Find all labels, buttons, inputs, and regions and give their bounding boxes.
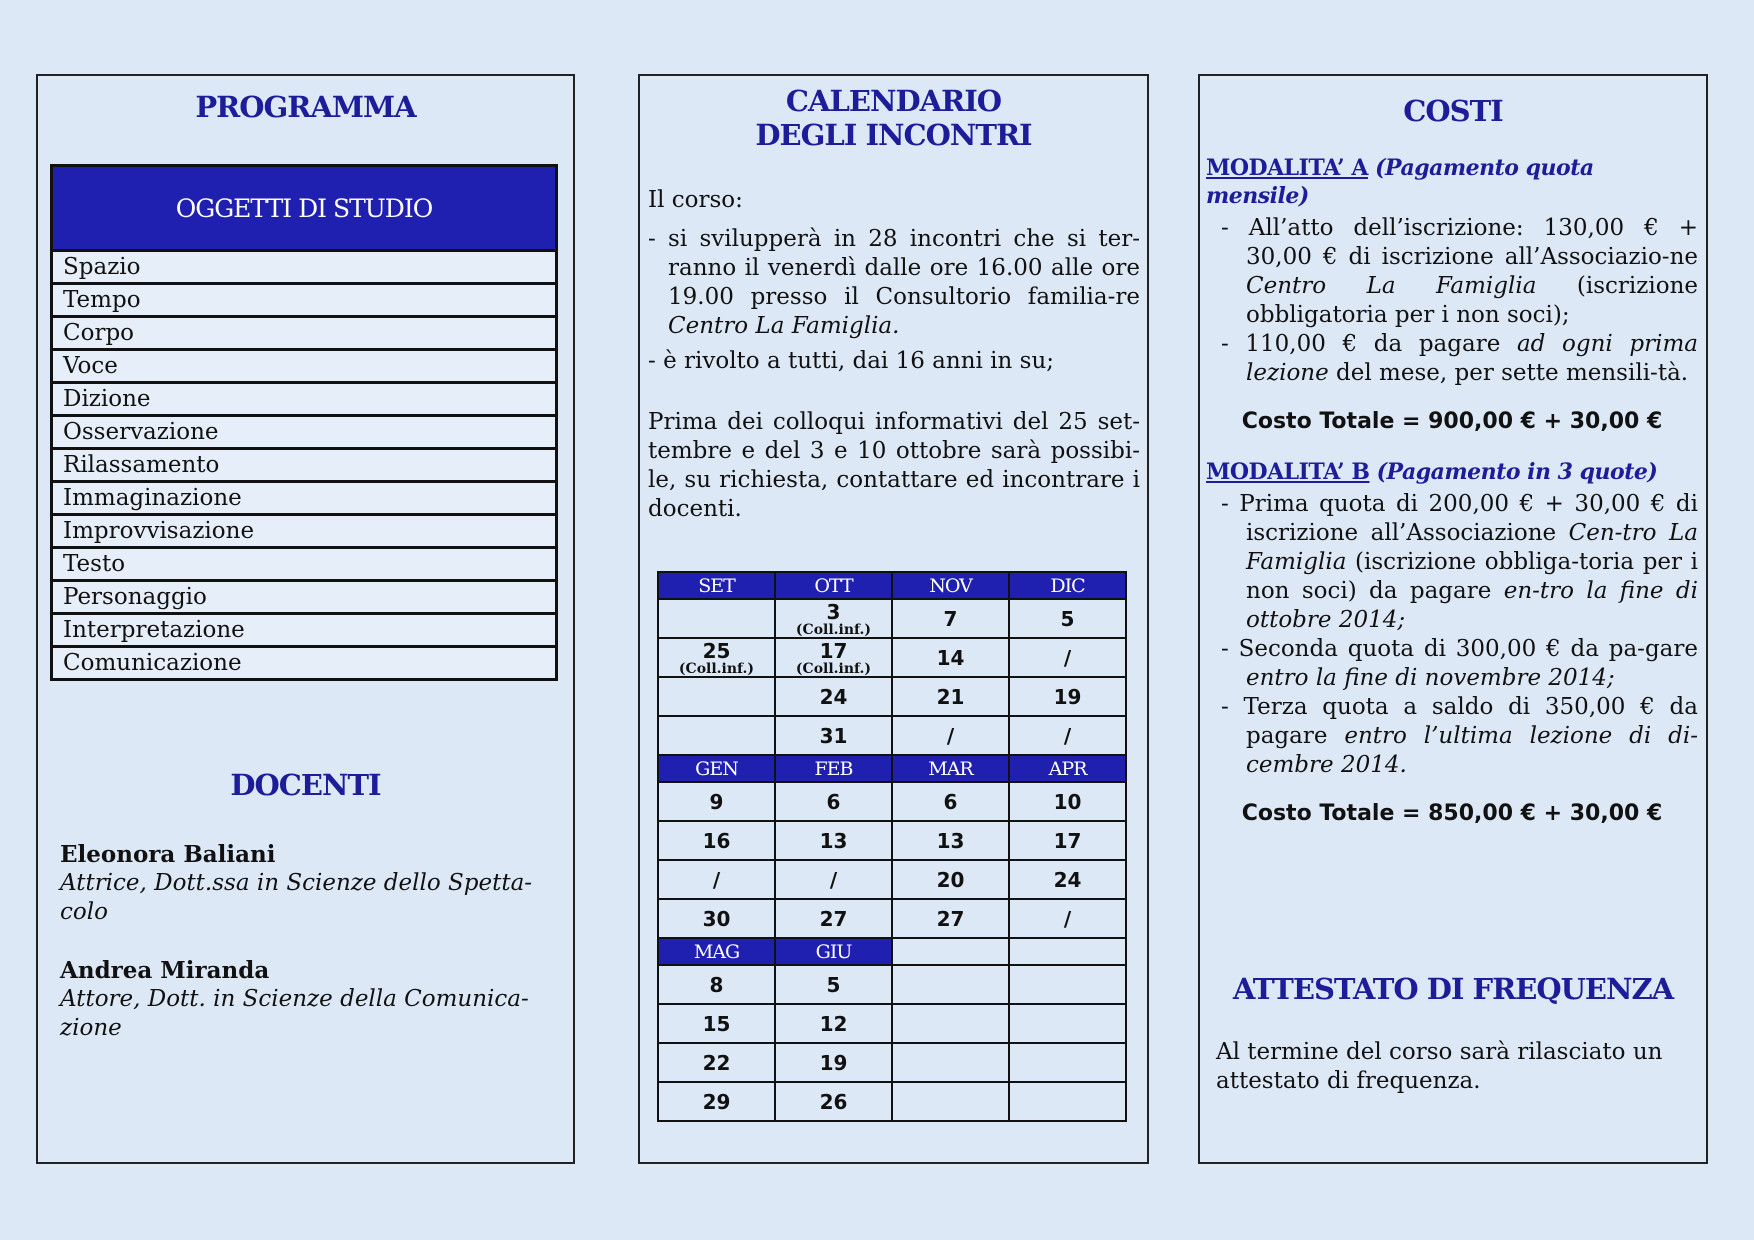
- docenti-title: DOCENTI: [230, 768, 381, 802]
- mod-b-label: MODALITA’ B: [1206, 459, 1370, 485]
- subject-item: Interpretazione: [52, 614, 557, 647]
- month-header: NOV: [892, 572, 1009, 599]
- date-row: [658, 638, 1126, 677]
- cost-item: [1206, 693, 1698, 780]
- date-row: [658, 965, 1126, 1004]
- month-header: DIC: [1009, 572, 1126, 599]
- costi-title: COSTI: [1403, 94, 1503, 128]
- date-cell: [658, 638, 775, 677]
- date-row: [658, 599, 1126, 638]
- subject-item: Osservazione: [52, 416, 557, 449]
- course-paragraph: Prima dei colloqui informativi del 25 set-tembre e del 3 e 10 ottobre sarà possibi-le, su richiesta, contattare ed incontrare i docenti.: [648, 409, 1140, 522]
- cost-text: - Seconda quota di 300,00 € da pa-gare: [1221, 636, 1698, 662]
- date-cell: 16: [658, 821, 775, 860]
- month-header-row: [658, 755, 1126, 782]
- date-cell: 31: [775, 716, 892, 755]
- date-row: [658, 677, 1126, 716]
- date-cell: 24: [775, 677, 892, 716]
- date-cell: 13: [775, 821, 892, 860]
- attestato-title: ATTESTATO DI FREQUENZA: [1232, 972, 1674, 1006]
- subject-item: Testo: [52, 548, 557, 581]
- month-header: APR: [1009, 755, 1126, 782]
- cost-text: del mese, per sette mensili-tà.: [1328, 360, 1689, 386]
- programma-title: PROGRAMMA: [195, 90, 416, 124]
- empty-cell: [892, 1004, 1009, 1043]
- cost-text: (iscrizione obbligatoria per i non soci);: [1246, 273, 1699, 328]
- subject-item: Corpo: [52, 317, 557, 350]
- date-cell: /: [1009, 716, 1126, 755]
- date-cell: 24: [1009, 860, 1126, 899]
- center-name: Centro La Famiglia.: [668, 313, 900, 339]
- cost-italic: ad ogni prima lezione: [1246, 331, 1698, 386]
- date-cell: 20: [892, 860, 1009, 899]
- subject-item: Comunicazione: [52, 647, 557, 680]
- subject-item: Tempo: [52, 284, 557, 317]
- cost-italic: entro la fine di novembre 2014;: [1246, 665, 1615, 691]
- empty-cell: [892, 965, 1009, 1004]
- date-cell: 8: [658, 965, 775, 1004]
- cost-italic: entro l’ultima lezione di di-cembre 2014.: [1246, 723, 1698, 778]
- empty-cell: [1009, 1043, 1126, 1082]
- empty-cell: [892, 1043, 1009, 1082]
- date-cell: /: [1009, 638, 1126, 677]
- calendario-title: CALENDARIO DEGLI INCONTRI: [755, 84, 1032, 152]
- date-cell: 12: [775, 1004, 892, 1043]
- date-cell: 17: [1009, 821, 1126, 860]
- month-header: GEN: [658, 755, 775, 782]
- cost-item: [1206, 635, 1698, 693]
- empty-cell: [1009, 1082, 1126, 1121]
- mod-b-list: [1206, 490, 1698, 780]
- subjects-table: [50, 164, 558, 681]
- teacher-entry: [60, 840, 555, 927]
- date-note: (Coll.inf.): [795, 660, 872, 677]
- teacher-name: Andrea Miranda: [60, 957, 270, 984]
- date-cell: [658, 599, 775, 638]
- month-header-row: [658, 572, 1126, 599]
- date-cell: 6: [775, 782, 892, 821]
- cost-italic: Centro La Famiglia: [1246, 273, 1537, 299]
- subjects-table-header: OGGETTI DI STUDIO: [52, 166, 557, 251]
- date-row: [658, 1004, 1126, 1043]
- date-row: [658, 860, 1126, 899]
- empty-cell: [892, 938, 1009, 965]
- month-header: MAR: [892, 755, 1009, 782]
- cost-italic: en-tro la fine di ottobre 2014;: [1246, 578, 1698, 633]
- date-value: 3: [826, 599, 841, 624]
- subject-item: Voce: [52, 350, 557, 383]
- date-cell: /: [775, 860, 892, 899]
- date-cell: 9: [658, 782, 775, 821]
- cost-text: - All’atto dell’iscrizione: 130,00 € + 30,00 € di iscrizione all’Associazio-ne: [1221, 215, 1698, 270]
- month-header: SET: [658, 572, 775, 599]
- course-intro: Il corso:: [648, 187, 743, 213]
- month-header: GIU: [775, 938, 892, 965]
- date-cell: [658, 677, 775, 716]
- month-header-row: [658, 938, 1126, 965]
- subject-item: Improvvisazione: [52, 515, 557, 548]
- date-row: [658, 1043, 1126, 1082]
- date-cell: /: [892, 716, 1009, 755]
- date-value: 25: [702, 638, 731, 663]
- empty-cell: [1009, 1004, 1126, 1043]
- course-item: - è rivolto a tutti, dai 16 anni in su;: [648, 348, 1055, 374]
- date-cell: /: [1009, 899, 1126, 938]
- date-cell: 6: [892, 782, 1009, 821]
- mod-a-title: [1206, 154, 1698, 210]
- date-cell: /: [658, 860, 775, 899]
- total-b: Costo Totale = 850,00 € + 30,00 €: [1241, 801, 1663, 826]
- total-a: Costo Totale = 900,00 € + 30,00 €: [1241, 409, 1663, 434]
- date-cell: 13: [892, 821, 1009, 860]
- date-cell: 15: [658, 1004, 775, 1043]
- empty-cell: [1009, 965, 1126, 1004]
- date-row: [658, 899, 1126, 938]
- empty-cell: [1009, 938, 1126, 965]
- mod-a-list: [1206, 214, 1698, 388]
- course-description: [648, 186, 1140, 524]
- month-header: FEB: [775, 755, 892, 782]
- subject-item: Dizione: [52, 383, 557, 416]
- attestato-text: Al termine del corso sarà rilasciato un attestato di frequenza.: [1216, 1039, 1663, 1094]
- date-cell: 5: [1009, 599, 1126, 638]
- cost-italic: Cen-tro La Famiglia: [1246, 520, 1698, 575]
- programma-panel: [36, 74, 575, 1164]
- cost-text: - Terza quota a saldo di 350,00 € da pagare: [1221, 694, 1698, 749]
- mod-b-desc: (Pagamento in 3 quote): [1376, 459, 1658, 485]
- date-row: [658, 821, 1126, 860]
- date-cell: 21: [892, 677, 1009, 716]
- date-value: 17: [819, 638, 848, 663]
- date-row: [658, 1082, 1126, 1121]
- subject-item: Personaggio: [52, 581, 557, 614]
- date-row: [658, 782, 1126, 821]
- date-note: (Coll.inf.): [678, 660, 755, 677]
- costi-panel: [1198, 74, 1708, 1164]
- cost-text: - 110,00 € da pagare: [1221, 331, 1517, 357]
- subject-item: Immaginazione: [52, 482, 557, 515]
- teacher-name: Eleonora Baliani: [60, 841, 276, 868]
- teacher-role: Attrice, Dott.ssa in Scienze dello Spetta-colo: [60, 870, 533, 925]
- cost-text: - Prima quota di 200,00 € + 30,00 € di iscrizione all’Associazione: [1221, 491, 1698, 546]
- teacher-role: Attore, Dott. in Scienze della Comunica-zione: [60, 986, 529, 1041]
- month-header: MAG: [658, 938, 775, 965]
- subject-item: Spazio: [52, 251, 557, 284]
- date-note: (Coll.inf.): [795, 621, 872, 638]
- date-cell: 26: [775, 1082, 892, 1121]
- empty-cell: [892, 1082, 1009, 1121]
- date-cell: 27: [775, 899, 892, 938]
- month-header: OTT: [775, 572, 892, 599]
- subject-item: Rilassamento: [52, 449, 557, 482]
- cost-item: [1206, 490, 1698, 635]
- teacher-entry: [60, 956, 555, 1043]
- costs-section: [1206, 154, 1698, 850]
- date-cell: [775, 638, 892, 677]
- date-cell: 19: [775, 1043, 892, 1082]
- date-cell: [658, 716, 775, 755]
- calendario-panel: [638, 74, 1149, 1164]
- date-cell: 19: [1009, 677, 1126, 716]
- date-cell: 5: [775, 965, 892, 1004]
- calendar-table: [657, 571, 1127, 1122]
- date-row: [658, 716, 1126, 755]
- date-cell: 29: [658, 1082, 775, 1121]
- date-cell: 7: [892, 599, 1009, 638]
- cost-item: [1206, 214, 1698, 330]
- date-cell: 10: [1009, 782, 1126, 821]
- cost-text: (iscrizione obbliga-toria per i non soci) da pagare: [1246, 549, 1698, 604]
- date-cell: 27: [892, 899, 1009, 938]
- date-cell: 22: [658, 1043, 775, 1082]
- course-item-text: - si svilupperà in 28 incontri che si ter-ranno il venerdì dalle ore 16.00 alle ore 19.00 presso il Consultorio familia-re: [648, 226, 1140, 310]
- course-item: [648, 225, 1140, 341]
- date-cell: [775, 599, 892, 638]
- cost-item: [1206, 330, 1698, 388]
- date-cell: 14: [892, 638, 1009, 677]
- mod-a-desc: (Pagamento quota mensile): [1206, 155, 1594, 209]
- mod-b-title: [1206, 458, 1698, 486]
- date-cell: 30: [658, 899, 775, 938]
- mod-a-label: MODALITA’ A: [1206, 155, 1368, 181]
